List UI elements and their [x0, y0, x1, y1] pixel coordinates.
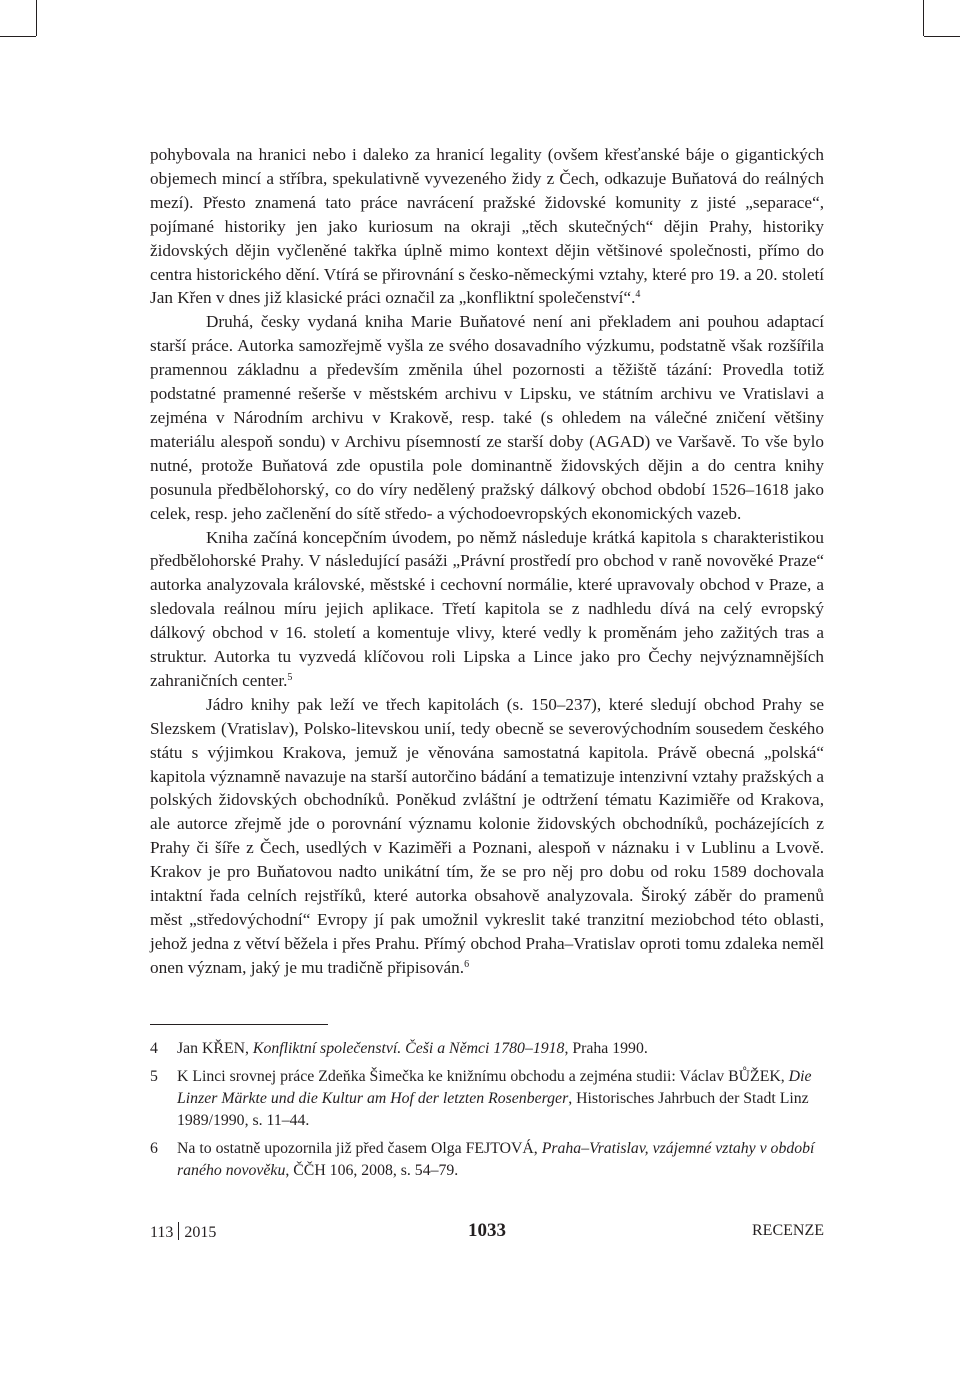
footnote-title: Konfliktní společenství. Češi a Němci 1780–1918: [252, 1040, 565, 1057]
body-text: [150, 143, 824, 980]
paragraph-1: [150, 143, 824, 310]
footnote-segment: Na to ostatně upozornila již před časem Olga FEJTOVÁ,: [177, 1140, 542, 1157]
footnote-title: Die Linzer Märkte und die Kultur am Hof der letzten Rosenberger: [177, 1068, 812, 1107]
footnote-text: [177, 1140, 814, 1179]
volume-number: 113: [150, 1224, 174, 1241]
crop-mark-right-top: [924, 36, 960, 37]
paragraph-1-text: pohybovala na hranici nebo i daleko za hranicí legality (ovšem křesťanské báje o gigantických objemech mincí a stříbra, spekulativně vyvezeného židy z Čech, odkazuje Buňatová do reálných mezí). Přesto znamená tato práce navrácení pražské židovské komunity z jisté „separace“, pojímané historiky jen jako kuriosum na okraji „těch skutečných“ dějin Prahy, historiky židovských dějin vyčleněné takřka úplně mimo kontext dějin většinové společnosti, přímo do centra historického dění. Vtírá se přirovnání s česko-německými vztahy, které pro 19. a 20. století Jan Křen v dnes již klasické práci označil za „konfliktní společenství“.: [150, 145, 824, 308]
paragraph-4-text: Jádro knihy pak leží ve třech kapitolách (s. 150–237), které sledují obchod Prahy se Slezskem (Vratislav), Polsko-litevskou unií, tedy obecně se severovýchodním sousedem českého státu s výjimkou Krakova, jemuž je věnována samostatná kapitola. Právě obecná „polská“ kapitola významně navazuje na starší autorčino bádání a tematizuje intenzivní vztahy pražských a polských židovských obchodníků. Poněkud zvláštní je odtržení tématu Kazimiěře od Krakova, ale autorce zřejmě jde o porovnání významu kolonie židovských obchodníků, pocházejících z Prahy či šíře z Čech, usedlých v Kaziměři a Poznani, alespoň v náznaku i v Lublinu a Lvově. Krakov je pro Buňatovou nadto unikátní tím, že se pro něj pro dobu od roku 1589 dochovala intaktní řada celních rejstříků, které autorka obsahově analyzovala. Široký záběr do pramenů měst „středovýchodní“ Evropy jí pak umožnil vykreslit také tranzitní meziobchod této oblasti, jehož jedna z větví běžela i přes Prahu. Přímý obchod Praha–Vratislav oproti tomu zdaleka neměl onen význam, jaký je mu tradičně připisován.: [150, 694, 824, 977]
footnote-number: 5: [150, 1068, 158, 1085]
paragraph-2: Druhá, česky vydaná kniha Marie Buňatové není ani překladem ani pouhou adaptací starší práce. Autorka samozřejmě vyšla ze svého dosavadního výzkumu, podstatně však rozšířila pramennou základnu a především změnila úhel pozornosti a těžiště tázání: Provedla totiž podstatné pramenné rešerše v městském archivu v Lipsku, ve státním archivu ve Vratislavi a zejména v Národním archivu v Krakově, resp. také (s ohledem na válečné zničení většiny materiálu alespoň sondu) v Archivu písemností ze starší doby (AGAD) ve Varšavě. To vše bylo nutné, protože Buňatová zde opustila pole dominantně židovských dějin a do centra knihy posunula předbělohorský, co do víry nedělený pražský dálkový obchod období 1526–1618 jako celek, resp. jeho začlenění do sítě středo- a východoevropských ekonomických vazeb.: [150, 312, 824, 523]
section-name: RECENZE: [752, 1222, 824, 1239]
footnotes: [150, 1038, 824, 1188]
crop-mark-top-left: [36, 0, 37, 36]
footnote-6: [150, 1138, 824, 1182]
footnote-divider: [150, 1024, 328, 1025]
footnote-5: [150, 1066, 824, 1132]
paragraph-3: [150, 526, 824, 693]
footnote-segment: , Historisches Jahrbuch der Stadt Linz 1989/1990, s. 11–44.: [177, 1090, 809, 1129]
footnote-segment: , Praha 1990.: [564, 1040, 648, 1057]
page-number: 1033: [468, 1220, 506, 1241]
footnote-ref-5[interactable]: 5: [287, 671, 293, 683]
footnote-text: [177, 1068, 811, 1129]
footnote-text: [177, 1040, 648, 1057]
year: 2015: [184, 1224, 217, 1241]
footnote-segment: K Linci srovnej práce Zdeňka Šimečka ke knižnímu obchodu a zejména studii: Václav BŮŽEK,: [177, 1068, 789, 1085]
crop-mark-left-top: [0, 36, 36, 37]
footnote-segment: Jan KŘEN,: [177, 1040, 253, 1057]
footnote-4: [150, 1038, 824, 1060]
page-footer: [150, 1218, 824, 1248]
footnote-number: 6: [150, 1140, 158, 1157]
crop-mark-top-right: [923, 0, 924, 36]
footnote-segment: , ČČH 106, 2008, s. 54–79.: [285, 1162, 459, 1179]
footnote-title: Praha–Vratislav, vzájemné vztahy v období raného novověku: [177, 1140, 815, 1179]
footnote-ref-6[interactable]: 6: [464, 958, 470, 970]
footnote-ref-4[interactable]: 4: [635, 289, 641, 301]
paragraph-3-text: Kniha začíná koncepčním úvodem, po němž následuje krátká kapitola s charakteristikou předbělohorské Prahy. V následující pasáži „Právní prostředí pro obchod v raně novověké Praze“ autorka analyzovala královské, městské i cechovní normálie, které upravovaly obchod v Praze, a sledovala reálnou míru jejich aplikace. Třetí kapitola se z nadhledu dívá na celý evropský dálkový obchod v 16. století a komentuje vlivy, které vedly k proměnám jeho zažitých tras a struktur. Autorka tu vyzvedá klíčovou roli Lipska a Lince jako pro Čechy nejvýznamnějších zahraničních center.: [150, 527, 824, 690]
footnote-number: 4: [150, 1040, 158, 1057]
paragraph-4: [150, 693, 824, 980]
